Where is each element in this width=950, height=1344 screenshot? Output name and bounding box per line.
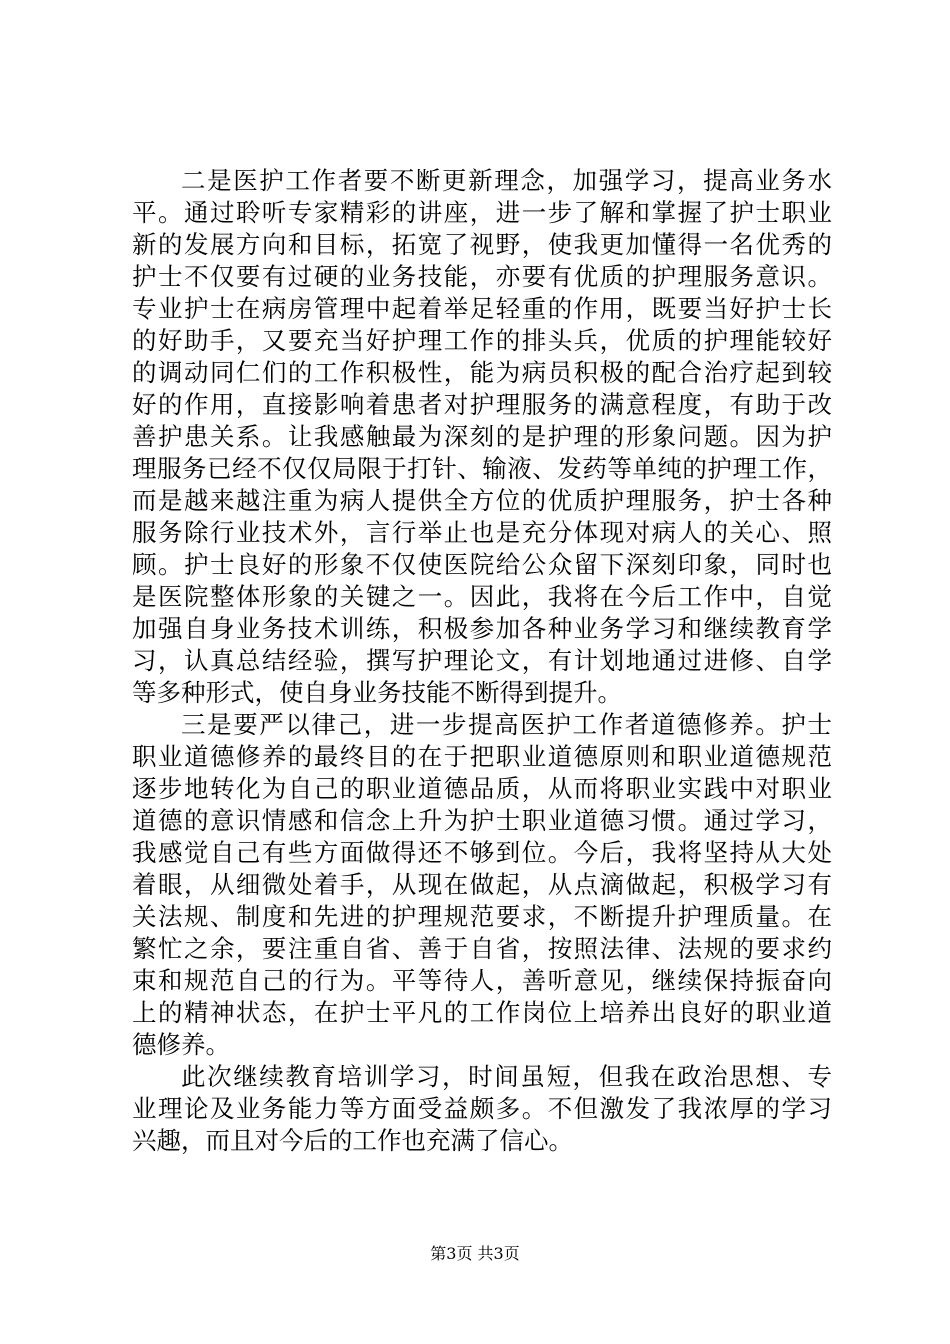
paragraph	[132, 165, 832, 709]
paragraph-line: 平。通过聆听专家精彩的讲座，进一步了解和掌握了护士职业	[132, 198, 832, 227]
paragraph-line: 而是越来越注重为病人提供全方位的优质护理服务，护士各种	[132, 486, 832, 515]
paragraph-line: 上的精神状态，在护士平凡的工作岗位上培养出良好的职业道	[132, 998, 832, 1027]
paragraph-line: 兴趣，而且对今后的工作也充满了信心。	[132, 1126, 573, 1155]
paragraph-line: 理服务已经不仅仅局限于打针、输液、发药等单纯的护理工作，	[132, 454, 832, 483]
paragraph-line: 繁忙之余，要注重自省、善于自省，按照法律、法规的要求约	[132, 934, 832, 963]
paragraph-line: 是医院整体形象的关键之一。因此，我将在今后工作中，自觉	[132, 582, 832, 611]
paragraph-line: 习，认真总结经验，撰写护理论文，有计划地通过进修、自学	[132, 646, 832, 675]
paragraph-line: 的调动同仁们的工作积极性，能为病员积极的配合治疗起到较	[132, 358, 832, 387]
paragraph-line: 着眼，从细微处着手，从现在做起，从点滴做起，积极学习有	[132, 870, 832, 899]
paragraph-line: 职业道德修养的最终目的在于把职业道德原则和职业道德规范	[132, 742, 832, 771]
page-footer: 第3页 共3页	[430, 1244, 520, 1263]
paragraph-line: 逐步地转化为自己的职业道德品质，从而将职业实践中对职业	[132, 774, 832, 803]
paragraph-line: 三是要严以律己，进一步提高医护工作者道德修养。护士	[181, 710, 832, 739]
paragraph	[132, 1061, 832, 1157]
paragraph	[132, 709, 832, 1061]
paragraph-line: 束和规范自己的行为。平等待人，善听意见，继续保持振奋向	[132, 966, 832, 995]
paragraph-line: 道德的意识情感和信念上升为护士职业道德习惯。通过学习，	[132, 806, 832, 835]
paragraph-line: 顾。护士良好的形象不仅使医院给公众留下深刻印象，同时也	[132, 550, 832, 579]
paragraph-line: 二是医护工作者要不断更新理念，加强学习，提高业务水	[181, 166, 832, 195]
paragraph-line: 等多种形式，使自身业务技能不断得到提升。	[132, 678, 622, 707]
paragraph-line: 德修养。	[132, 1030, 230, 1059]
paragraph-line: 加强自身业务技术训练，积极参加各种业务学习和继续教育学	[132, 614, 832, 643]
paragraph-line: 新的发展方向和目标，拓宽了视野，使我更加懂得一名优秀的	[132, 230, 832, 259]
paragraph-line: 关法规、制度和先进的护理规范要求，不断提升护理质量。在	[132, 902, 832, 931]
paragraph-line: 好的作用，直接影响着患者对护理服务的满意程度，有助于改	[132, 390, 832, 419]
paragraph-line: 服务除行业技术外，言行举止也是充分体现对病人的关心、照	[132, 518, 832, 547]
paragraph-line: 善护患关系。让我感触最为深刻的是护理的形象问题。因为护	[132, 422, 832, 451]
paragraph-line: 此次继续教育培训学习，时间虽短，但我在政治思想、专	[181, 1062, 832, 1091]
document-body	[132, 165, 832, 1157]
paragraph-line: 业理论及业务能力等方面受益颇多。不但激发了我浓厚的学习	[132, 1094, 832, 1123]
paragraph-line: 护士不仅要有过硬的业务技能，亦要有优质的护理服务意识。	[132, 262, 832, 291]
paragraph-line: 专业护士在病房管理中起着举足轻重的作用，既要当好护士长	[132, 294, 832, 323]
paragraph-line: 我感觉自己有些方面做得还不够到位。今后，我将坚持从大处	[132, 838, 832, 867]
paragraph-line: 的好助手，又要充当好护理工作的排头兵，优质的护理能较好	[132, 326, 832, 355]
